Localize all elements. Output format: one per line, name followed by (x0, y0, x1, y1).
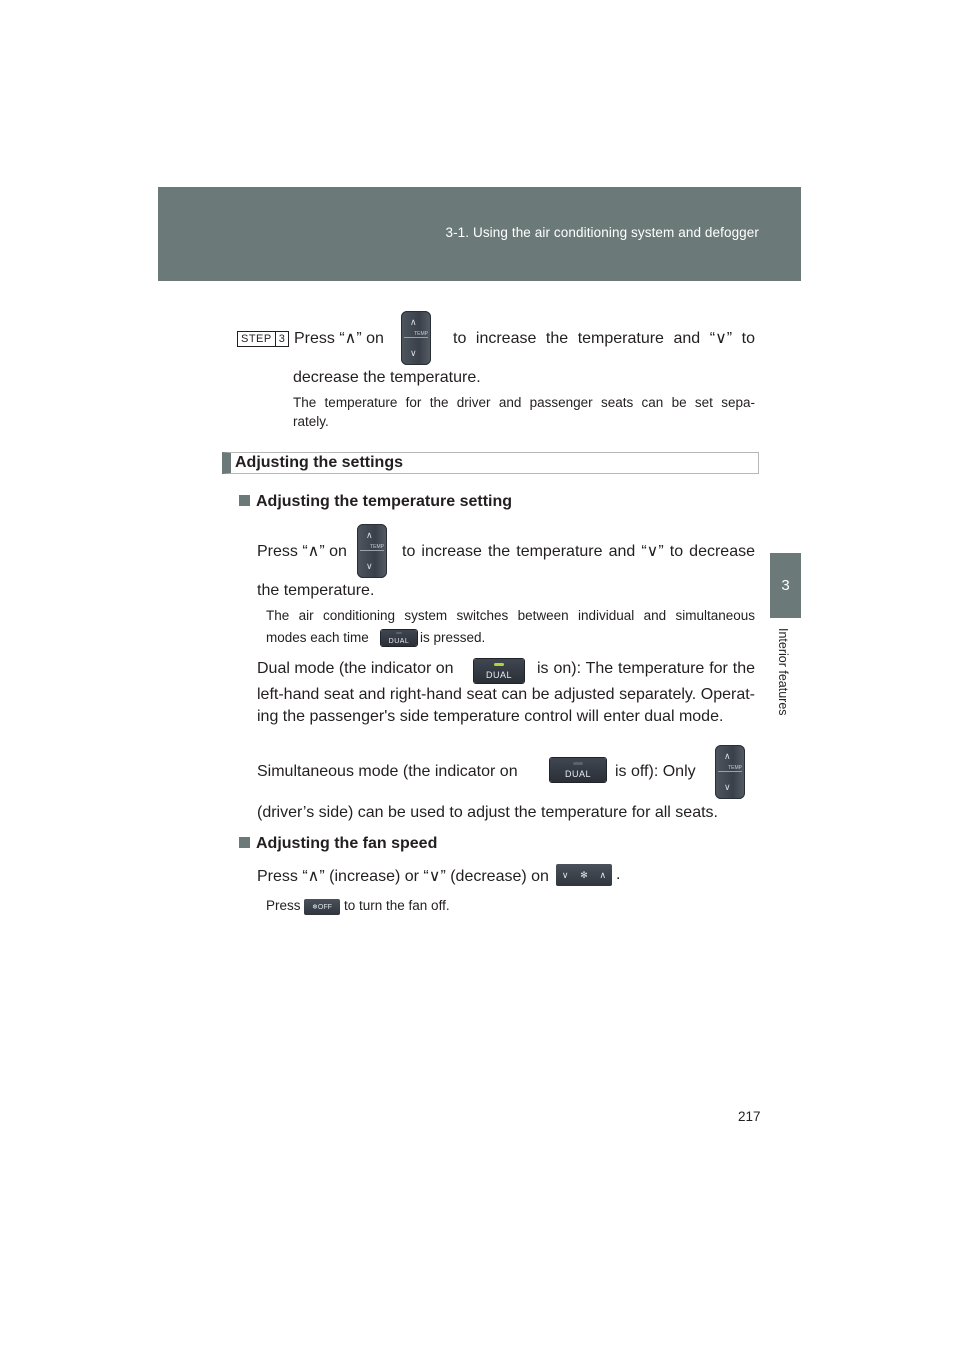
step3-text-line2: decrease the temperature. (293, 369, 481, 386)
temp-label: TEMP (414, 331, 428, 337)
dual-text-line2: left-hand seat and right-hand seat can be adjusted separately. Operat- (257, 686, 755, 703)
fan-off-label: ❄OFF (312, 904, 332, 911)
fan-switch-image (556, 864, 612, 886)
fan-icon: ✻ (580, 869, 588, 880)
down-arrow-icon: ∨ (410, 348, 417, 358)
temp-note-line2-part1: modes each time (266, 630, 369, 645)
fan-up-icon: ∧ (599, 869, 607, 880)
temp-note-line1: The air conditioning system switches between individual and simultaneous (266, 608, 755, 623)
section-title: 3-1. Using the air conditioning system and defogger (445, 225, 759, 240)
bullet-square-icon (239, 837, 250, 848)
dual-text-line3: ing the passenger's side temperature control will enter dual mode. (257, 708, 724, 725)
sim-text-part1: Simultaneous mode (the indicator on (257, 763, 518, 780)
sim-text-part2: is off): Only (615, 763, 696, 780)
section-heading-bar (222, 452, 759, 474)
bullet-square-icon (239, 495, 250, 506)
divider (718, 771, 742, 772)
step-badge (237, 331, 289, 347)
fan-down-icon: ∨ (561, 869, 569, 880)
temp-switch-image (357, 524, 387, 578)
temp-note-line2-part2: is pressed. (420, 630, 486, 645)
step-number: 3 (278, 333, 285, 345)
down-arrow-icon: ∨ (724, 782, 731, 792)
temp-text-line2: the temperature. (257, 582, 375, 599)
fan-note-part1: Press (266, 898, 301, 913)
dual-indicator-on (494, 663, 504, 666)
dual-text-part2: is on): The temperature for the (537, 660, 755, 677)
fan-off-button-image (304, 899, 340, 915)
dual-indicator-off (573, 762, 583, 765)
temp-label: TEMP (370, 544, 384, 550)
temp-switch-image (401, 311, 431, 365)
step3-text-part2: to increase the temperature and “∨” to (453, 330, 755, 347)
temp-subheading: Adjusting the temperature setting (239, 493, 512, 511)
dual-button-on-image: DUAL (474, 659, 524, 683)
temp-text-part2: to increase the temperature and “∨” to decrease (402, 543, 755, 560)
divider (404, 337, 428, 338)
fan-note-part2: to turn the fan off. (344, 898, 450, 913)
chapter-label: Interior features (776, 628, 790, 716)
step3-note-line1: The temperature for the driver and passenger seats can be set sepa- (293, 395, 755, 410)
down-arrow-icon: ∨ (366, 561, 373, 571)
up-arrow-icon: ∧ (724, 751, 731, 761)
step-word: STEP (238, 332, 276, 346)
fan-text-part2: . (616, 866, 621, 883)
step3-note-line2: rately. (293, 414, 329, 429)
up-arrow-icon: ∧ (410, 317, 417, 327)
page-number: 217 (738, 1109, 761, 1124)
temp-switch-image (715, 745, 745, 799)
chapter-tab (770, 553, 801, 618)
sim-text-line2: (driver’s side) can be used to adjust the temperature for all seats. (257, 804, 718, 821)
fan-subheading: Adjusting the fan speed (239, 835, 437, 853)
dual-button-off-image: DUAL (550, 758, 606, 782)
dual-button-image: DUAL (381, 630, 417, 646)
header-band (158, 187, 801, 281)
dual-text-part1: Dual mode (the indicator on (257, 660, 454, 677)
divider (360, 550, 384, 551)
step3-text-part1: Press “∧” on (294, 330, 384, 347)
fan-text-part1: Press “∧” (increase) or “∨” (decrease) on (257, 868, 549, 885)
up-arrow-icon: ∧ (366, 530, 373, 540)
dual-indicator (396, 632, 402, 634)
section-heading: Adjusting the settings (235, 454, 403, 471)
temp-label: TEMP (728, 765, 742, 771)
temp-text-part1: Press “∧” on (257, 543, 347, 560)
chapter-number: 3 (781, 577, 790, 594)
